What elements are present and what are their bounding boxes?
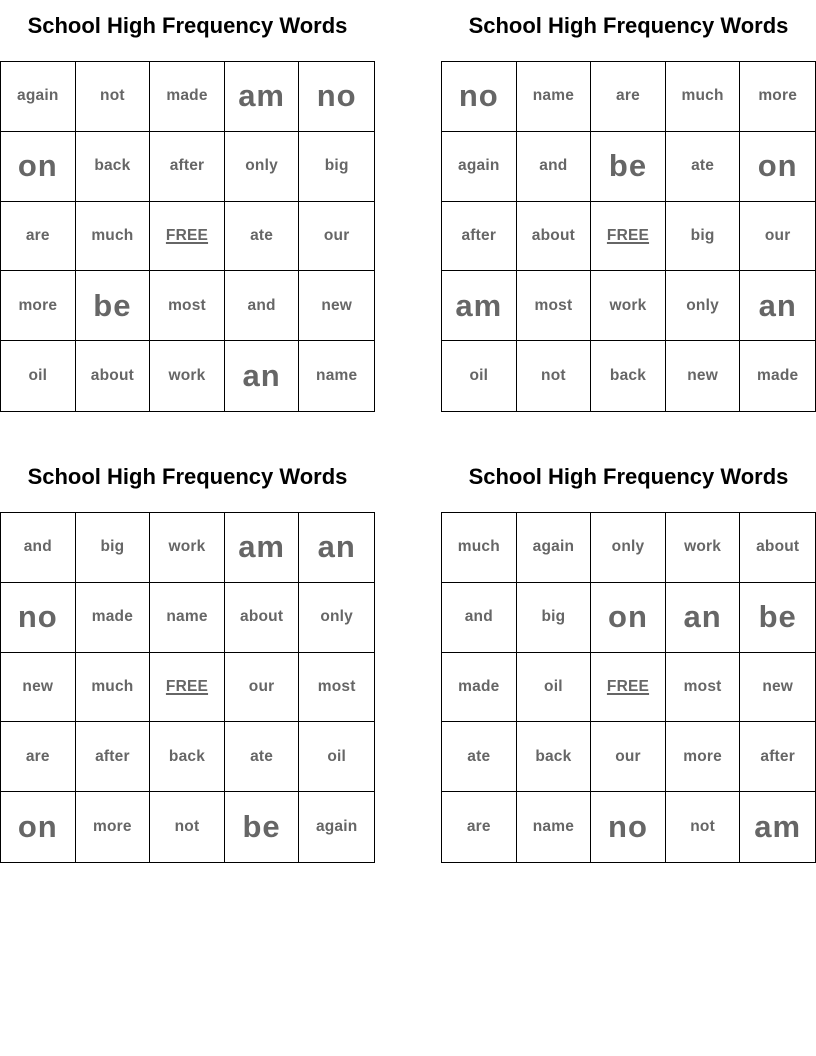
card-title: School High Frequency Words bbox=[468, 13, 789, 38]
word-cell: after bbox=[740, 722, 815, 792]
word-cell: our bbox=[299, 202, 374, 272]
word-cell: oil bbox=[1, 341, 76, 411]
word-cell: made bbox=[150, 62, 225, 132]
word-cell: ate bbox=[666, 132, 741, 202]
word-cell: an bbox=[666, 583, 741, 653]
word-cell: much bbox=[666, 62, 741, 132]
word-cell: more bbox=[76, 792, 151, 862]
word-cell: name bbox=[517, 62, 592, 132]
word-cell: about bbox=[517, 202, 592, 272]
word-cell: our bbox=[740, 202, 815, 272]
word-cell: made bbox=[76, 583, 151, 653]
card-title: School High Frequency Words bbox=[468, 464, 789, 489]
word-cell: more bbox=[1, 271, 76, 341]
card-title: School High Frequency Words bbox=[27, 13, 348, 38]
word-cell: not bbox=[76, 62, 151, 132]
word-cell: after bbox=[76, 722, 151, 792]
card-title: School High Frequency Words bbox=[27, 464, 348, 489]
word-cell: no bbox=[591, 792, 666, 862]
word-cell: ate bbox=[225, 202, 300, 272]
word-cell: work bbox=[591, 271, 666, 341]
word-cell: ate bbox=[225, 722, 300, 792]
word-cell: am bbox=[442, 271, 517, 341]
word-cell: most bbox=[299, 653, 374, 723]
word-cell: not bbox=[150, 792, 225, 862]
word-cell: oil bbox=[299, 722, 374, 792]
word-cell: name bbox=[316, 367, 358, 385]
word-cell: big bbox=[76, 513, 151, 583]
word-cell: on bbox=[1, 792, 76, 862]
word-cell: back bbox=[517, 722, 592, 792]
word-cell: back bbox=[76, 132, 151, 202]
word-cell: be bbox=[591, 132, 666, 202]
word-cell: and bbox=[225, 271, 300, 341]
word-cell: name bbox=[150, 583, 225, 653]
word-cell: no bbox=[299, 62, 374, 132]
word-cell: an bbox=[740, 271, 815, 341]
word-cell: and bbox=[442, 583, 517, 653]
word-cell: again bbox=[1, 62, 76, 132]
word-grid bbox=[441, 512, 816, 863]
word-cell: an bbox=[225, 341, 300, 411]
word-cell: only bbox=[591, 513, 666, 583]
word-cell: name bbox=[517, 792, 592, 862]
word-cell: are bbox=[442, 792, 517, 862]
word-cell: back bbox=[591, 341, 666, 411]
word-cell: and bbox=[1, 513, 76, 583]
word-cell: about bbox=[740, 513, 815, 583]
word-cell: are bbox=[1, 202, 76, 272]
word-cell: our bbox=[225, 653, 300, 723]
word-cell: and bbox=[517, 132, 592, 202]
word-cell: an bbox=[299, 513, 374, 583]
word-cell: be bbox=[740, 583, 815, 653]
word-cell: only bbox=[666, 271, 741, 341]
word-cell: big bbox=[666, 202, 741, 272]
word-cell: not bbox=[666, 792, 741, 862]
word-cell: again bbox=[517, 513, 592, 583]
word-grid bbox=[0, 512, 375, 863]
word-cell: made bbox=[757, 367, 799, 385]
word-cell: big bbox=[517, 583, 592, 653]
word-cell: again bbox=[442, 132, 517, 202]
word-cell: much bbox=[76, 653, 151, 723]
word-cell: only bbox=[299, 583, 374, 653]
word-cell: more bbox=[666, 722, 741, 792]
word-cell: only bbox=[225, 132, 300, 202]
word-cell: made bbox=[442, 653, 517, 723]
word-cell: am bbox=[754, 809, 802, 845]
word-cell: much bbox=[442, 513, 517, 583]
word-cell: on bbox=[740, 132, 815, 202]
word-cell: oil bbox=[442, 341, 517, 411]
free-space: FREE bbox=[591, 653, 666, 723]
word-grid bbox=[0, 61, 375, 412]
word-cell: on bbox=[591, 583, 666, 653]
word-cell: oil bbox=[517, 653, 592, 723]
word-cell: am bbox=[225, 62, 300, 132]
word-cell: are bbox=[1, 722, 76, 792]
word-cell: work bbox=[150, 513, 225, 583]
word-cell: most bbox=[150, 271, 225, 341]
word-cell: ate bbox=[442, 722, 517, 792]
word-cell: work bbox=[150, 341, 225, 411]
word-cell: our bbox=[591, 722, 666, 792]
word-cell: big bbox=[299, 132, 374, 202]
word-cell: on bbox=[1, 132, 76, 202]
word-cell: new bbox=[1, 653, 76, 723]
word-cell: new bbox=[740, 653, 815, 723]
word-cell: be bbox=[76, 271, 151, 341]
word-cell: most bbox=[517, 271, 592, 341]
word-cell: more bbox=[740, 62, 815, 132]
word-cell: after bbox=[150, 132, 225, 202]
word-cell: no bbox=[1, 583, 76, 653]
word-grid bbox=[441, 61, 816, 412]
word-cell: much bbox=[76, 202, 151, 272]
word-cell: about bbox=[225, 583, 300, 653]
word-cell: work bbox=[666, 513, 741, 583]
word-cell: no bbox=[442, 62, 517, 132]
word-cell: most bbox=[666, 653, 741, 723]
free-space: FREE bbox=[591, 202, 666, 272]
word-cell: new bbox=[666, 341, 741, 411]
word-cell: after bbox=[442, 202, 517, 272]
word-cell: are bbox=[591, 62, 666, 132]
word-cell: about bbox=[76, 341, 151, 411]
word-cell: am bbox=[225, 513, 300, 583]
word-cell: back bbox=[150, 722, 225, 792]
free-space: FREE bbox=[150, 653, 225, 723]
word-cell: again bbox=[315, 818, 358, 836]
word-cell: not bbox=[517, 341, 592, 411]
free-space: FREE bbox=[150, 202, 225, 272]
word-cell: new bbox=[299, 271, 374, 341]
word-cell: be bbox=[225, 792, 300, 862]
